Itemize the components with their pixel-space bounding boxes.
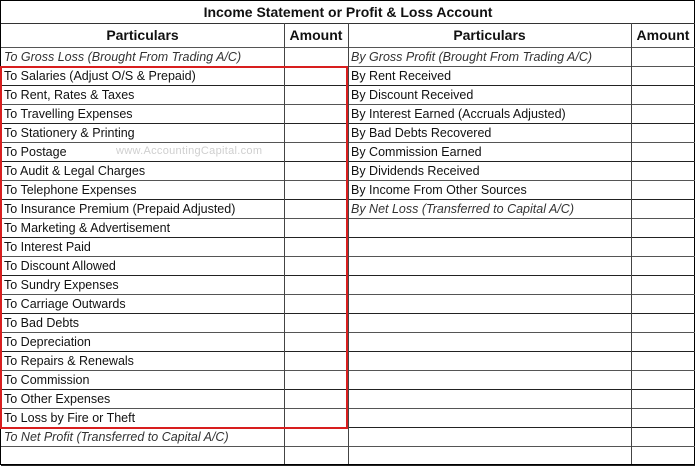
credit-particular-cell: By Gross Profit (Brought From Trading A/C) [351, 50, 593, 64]
credit-amount-cell [634, 181, 692, 199]
credit-particular-cell: By Net Loss (Transferred to Capital A/C) [351, 202, 574, 216]
credit-amount-cell [634, 447, 692, 465]
debit-amount-cell [287, 295, 345, 313]
credit-amount-cell [634, 295, 692, 313]
debit-amount-cell [287, 333, 345, 351]
debit-particular-cell: To Audit & Legal Charges [4, 164, 146, 178]
credit-particular-cell [351, 409, 629, 427]
credit-amount-cell [634, 86, 692, 104]
watermark-text: www.AccountingCapital.com [116, 145, 263, 157]
credit-particular-cell [351, 219, 629, 237]
credit-particular-cell: By Commission Earned [351, 145, 482, 159]
credit-particular-cell [351, 257, 629, 275]
debit-amount-cell [287, 276, 345, 294]
credit-amount-cell [634, 67, 692, 85]
debit-amount-cell [287, 409, 345, 427]
credit-amount-cell [634, 257, 692, 275]
debit-amount-cell [287, 200, 345, 218]
debit-amount-cell [287, 314, 345, 332]
debit-amount-cell [287, 390, 345, 408]
credit-particular-cell [351, 238, 629, 256]
credit-particular-cell [351, 390, 629, 408]
debit-particular-cell: To Net Profit (Transferred to Capital A/C) [4, 430, 229, 444]
debit-particular-cell: To Salaries (Adjust O/S & Prepaid) [4, 69, 196, 83]
debit-particular-cell: To Rent, Rates & Taxes [4, 88, 135, 102]
credit-amount-cell [634, 238, 692, 256]
debit-amount-cell [287, 48, 345, 66]
debit-particular-cell: To Insurance Premium (Prepaid Adjusted) [4, 202, 236, 216]
credit-amount-cell [634, 105, 692, 123]
debit-particular-cell: To Carriage Outwards [4, 297, 126, 311]
debit-amount-cell [287, 124, 345, 142]
debit-amount-cell [287, 352, 345, 370]
debit-particular-cell: To Telephone Expenses [4, 183, 137, 197]
debit-particular-cell: To Travelling Expenses [4, 107, 133, 121]
header-left-particulars: Particulars [1, 23, 284, 48]
debit-amount-cell [287, 371, 345, 389]
credit-amount-cell [634, 162, 692, 180]
credit-amount-cell [634, 409, 692, 427]
debit-amount-cell [287, 447, 345, 465]
credit-particular-cell [351, 276, 629, 294]
credit-amount-cell [634, 314, 692, 332]
debit-amount-cell [287, 67, 345, 85]
credit-particular-cell [351, 447, 629, 465]
credit-particular-cell [351, 428, 629, 446]
credit-amount-cell [634, 200, 692, 218]
debit-particular-cell: To Bad Debts [4, 316, 80, 330]
credit-amount-cell [634, 219, 692, 237]
credit-amount-cell [634, 276, 692, 294]
credit-particular-cell [351, 295, 629, 313]
header-left-amount: Amount [284, 23, 348, 48]
credit-amount-cell [634, 124, 692, 142]
debit-amount-cell [287, 162, 345, 180]
credit-particular-cell [351, 333, 629, 351]
debit-amount-cell [287, 219, 345, 237]
debit-particular-cell: To Repairs & Renewals [4, 354, 134, 368]
statement-title: Income Statement or Profit & Loss Account [1, 1, 695, 24]
debit-particular-cell: To Gross Loss (Brought From Trading A/C) [4, 50, 242, 64]
credit-amount-cell [634, 390, 692, 408]
credit-particular-cell: By Bad Debts Recovered [351, 126, 492, 140]
header-right-particulars: Particulars [348, 23, 631, 48]
column-divider [284, 23, 285, 464]
header-right-amount: Amount [631, 23, 695, 48]
debit-amount-cell [287, 143, 345, 161]
debit-particular-cell: To Sundry Expenses [4, 278, 119, 292]
credit-amount-cell [634, 143, 692, 161]
debit-particular-cell: To Loss by Fire or Theft [4, 411, 136, 425]
credit-amount-cell [634, 428, 692, 446]
credit-amount-cell [634, 371, 692, 389]
credit-amount-cell [634, 333, 692, 351]
debit-particular-cell [4, 447, 282, 465]
debit-particular-cell: To Interest Paid [4, 240, 91, 254]
debit-particular-cell: To Discount Allowed [4, 259, 116, 273]
credit-particular-cell: By Rent Received [351, 69, 452, 83]
credit-particular-cell [351, 371, 629, 389]
debit-amount-cell [287, 181, 345, 199]
column-divider [631, 23, 632, 464]
credit-particular-cell: By Income From Other Sources [351, 183, 527, 197]
debit-particular-cell: To Other Expenses [4, 392, 111, 406]
column-divider [348, 23, 349, 464]
debit-particular-cell: To Commission [4, 373, 90, 387]
credit-particular-cell [351, 314, 629, 332]
debit-particular-cell: To Stationery & Printing [4, 126, 135, 140]
debit-amount-cell [287, 86, 345, 104]
credit-particular-cell: By Interest Earned (Accruals Adjusted) [351, 107, 566, 121]
debit-amount-cell [287, 105, 345, 123]
debit-particular-cell: To Depreciation [4, 335, 91, 349]
debit-amount-cell [287, 257, 345, 275]
credit-particular-cell: By Discount Received [351, 88, 474, 102]
debit-particular-cell: To Postage [4, 145, 67, 159]
debit-particular-cell: To Marketing & Advertisement [4, 221, 171, 235]
debit-amount-cell [287, 238, 345, 256]
credit-amount-cell [634, 48, 692, 66]
debit-amount-cell [287, 428, 345, 446]
credit-particular-cell: By Dividends Received [351, 164, 480, 178]
credit-particular-cell [351, 352, 629, 370]
credit-amount-cell [634, 352, 692, 370]
